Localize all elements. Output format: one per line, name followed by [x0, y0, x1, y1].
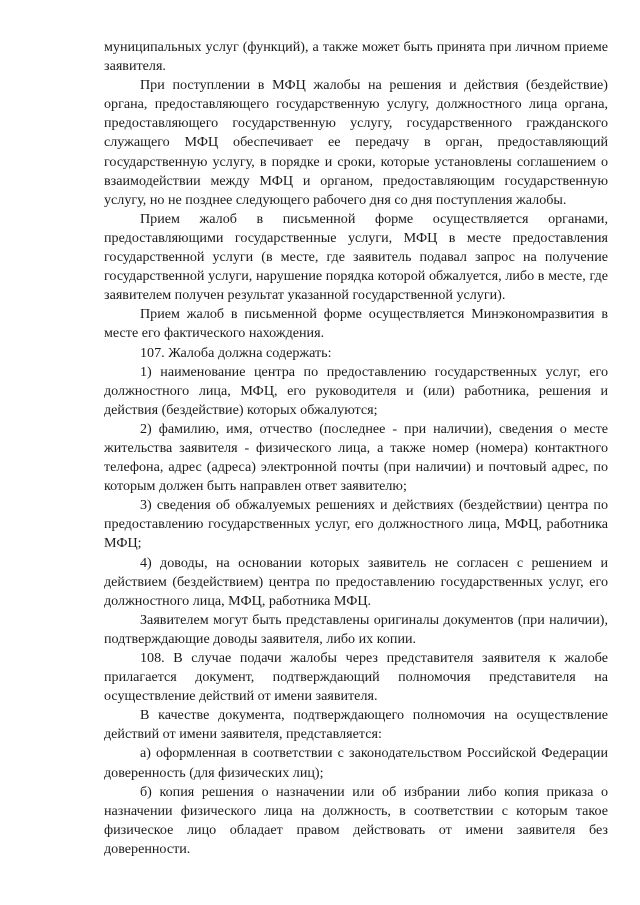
- paragraph-107-heading: 107. Жалоба должна содержать:: [140, 344, 332, 361]
- list-item-3: 3) сведения об обжалуемых решениях и действиях (бездействии) центра по предоставлению государственных услуг, его должностного лица, МФЦ, работника МФЦ;: [104, 497, 608, 552]
- paragraph-108: 108. В случае подачи жалобы через представителя заявителя к жалобе прилагается документ, подтверждающий полномочия представителя на осуществление действий от имени заявителя.: [104, 650, 608, 705]
- list-item-a: а) оформленная в соответствии с законодательством Российской Федерации доверенность (для физических лиц);: [104, 745, 608, 781]
- paragraph-continuation: муниципальных услуг (функций), а также может быть принята при личном приеме заявителя.: [104, 39, 608, 75]
- paragraph-written-complaints-ministry: Прием жалоб в письменной форме осуществляется Минэкономразвития в месте его фактического нахождения.: [104, 306, 608, 342]
- list-item-4: 4) доводы, на основании которых заявитель не согласен с решением и действием (бездействием) центра по предоставлению государственных услуг, его должностного лица, МФЦ, работника МФЦ.: [104, 554, 608, 609]
- paragraph-authority-document: В качестве документа, подтверждающего полномочия на осуществление действий от имени заявителя, представляется:: [104, 707, 608, 743]
- list-item-1: 1) наименование центра по предоставлению государственных услуг, его должностного лица, МФЦ, его руководителя и (или) работника, решения и действия (бездействие) которых обжалуются;: [104, 363, 608, 418]
- list-item-b: б) копия решения о назначении или об избрании либо копия приказа о назначении физического лица на должность, в соответствии с которым такое физическое лицо обладает правом действовать от имени заявителя без доверенности.: [104, 783, 608, 857]
- paragraph-mfc-transfer: При поступлении в МФЦ жалобы на решения и действия (бездействие) органа, предоставляющего государственную услугу, должностного лица органа, предоставляющего государственную услугу, государственного гражданского служащего МФЦ обеспечивает ее передачу в орган, предоставляющий государственную услугу, в порядке и сроки, которые установлены соглашением о взаимодействии между МФЦ и органом, предоставляющим государственную услугу, но не позднее следующего рабочего дня со дня поступления жалобы.: [104, 77, 608, 208]
- document-page: [104, 38, 608, 859]
- paragraph-originals: Заявителем могут быть представлены оригиналы документов (при наличии), подтверждающие доводы заявителя, либо их копии.: [104, 611, 608, 647]
- list-item-2: 2) фамилию, имя, отчество (последнее - при наличии), сведения о месте жительства заявителя - физического лица, а также номер (номера) контактного телефона, адрес (адреса) электронной почты (при наличии) и почтовый адрес, по которым должен быть направлен ответ заявителю;: [104, 420, 608, 495]
- paragraph-written-complaints-organs: Прием жалоб в письменной форме осуществляется органами, предоставляющими государственные услуги, МФЦ в месте предоставления государственной услуги (в месте, где заявитель подавал запрос на получение государственной услуги, нарушение порядка которой обжалуется, либо в месте, где заявителем получен результат указанной государственной услуги).: [104, 210, 608, 304]
